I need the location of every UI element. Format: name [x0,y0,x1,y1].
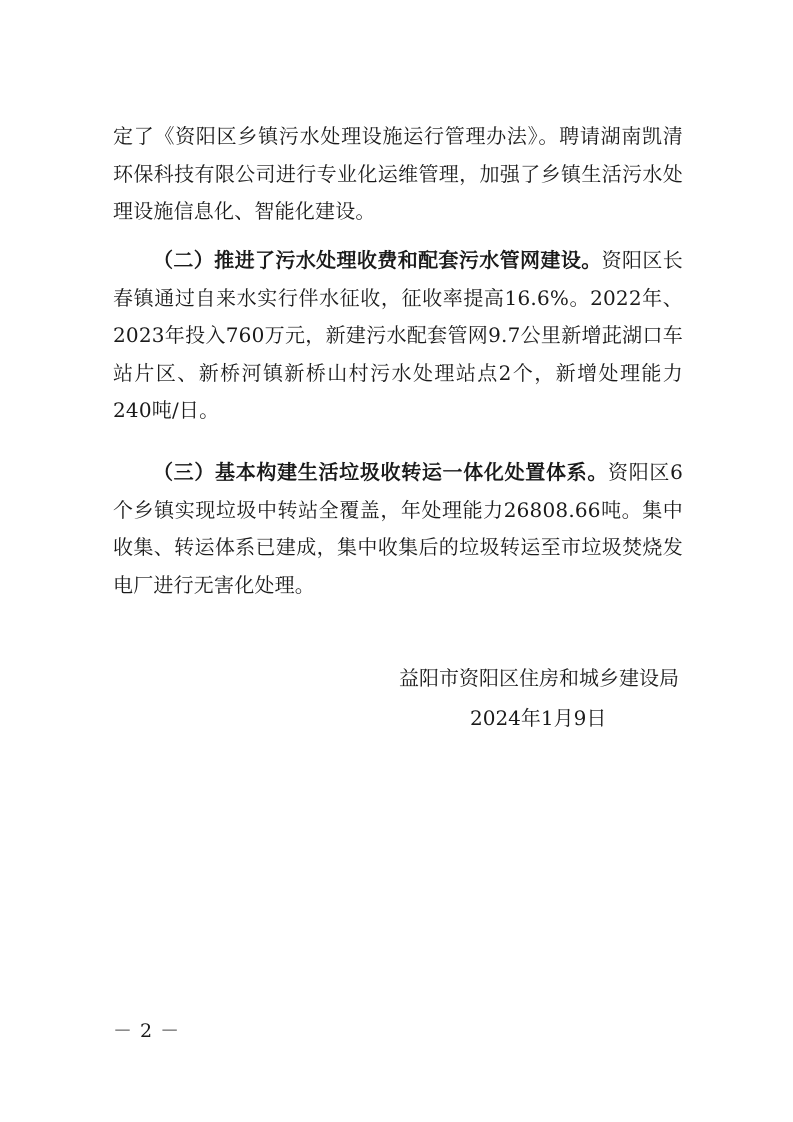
paragraph-3-body: 资阳区6个乡镇实现垃圾中转站全覆盖，年处理能力26808.66吨。集中收集、转运体系已建成，集中收集后的垃圾转运至市垃圾焚烧发电厂进行无害化处理。 [113,460,683,597]
paragraph-garbage-system [113,454,683,604]
signature-date: 2024年1月9日 [470,706,607,730]
paragraph-2-heading: （二）推进了污水处理收费和配套污水管网建设。 [153,248,602,272]
paragraph-1-text: 定了《资阳区乡镇污水处理设施运行管理办法》。聘请湖南凯清环保科技有限公司进行专业化运维管理，加强了乡镇生活污水处理设施信息化、智能化建设。 [113,124,683,223]
paragraph-management-measures [113,118,683,231]
page-number: － 2 － [113,1020,181,1042]
signature-organization: 益阳市资阳区住房和城乡建设局 [399,666,679,690]
paragraph-2-body: 资阳区长春镇通过自来水实行伴水征收，征收率提高16.6%。2022年、2023年投入760万元，新建污水配套管网9.7公里新增茈湖口车站片区、新桥河镇新桥山村污水处理站点2个，新增处理能力240吨/日。 [113,248,683,422]
paragraph-sewage-fee-network [113,242,683,430]
paragraph-3-heading: （三）基本构建生活垃圾收转运一体化处置体系。 [153,460,609,484]
